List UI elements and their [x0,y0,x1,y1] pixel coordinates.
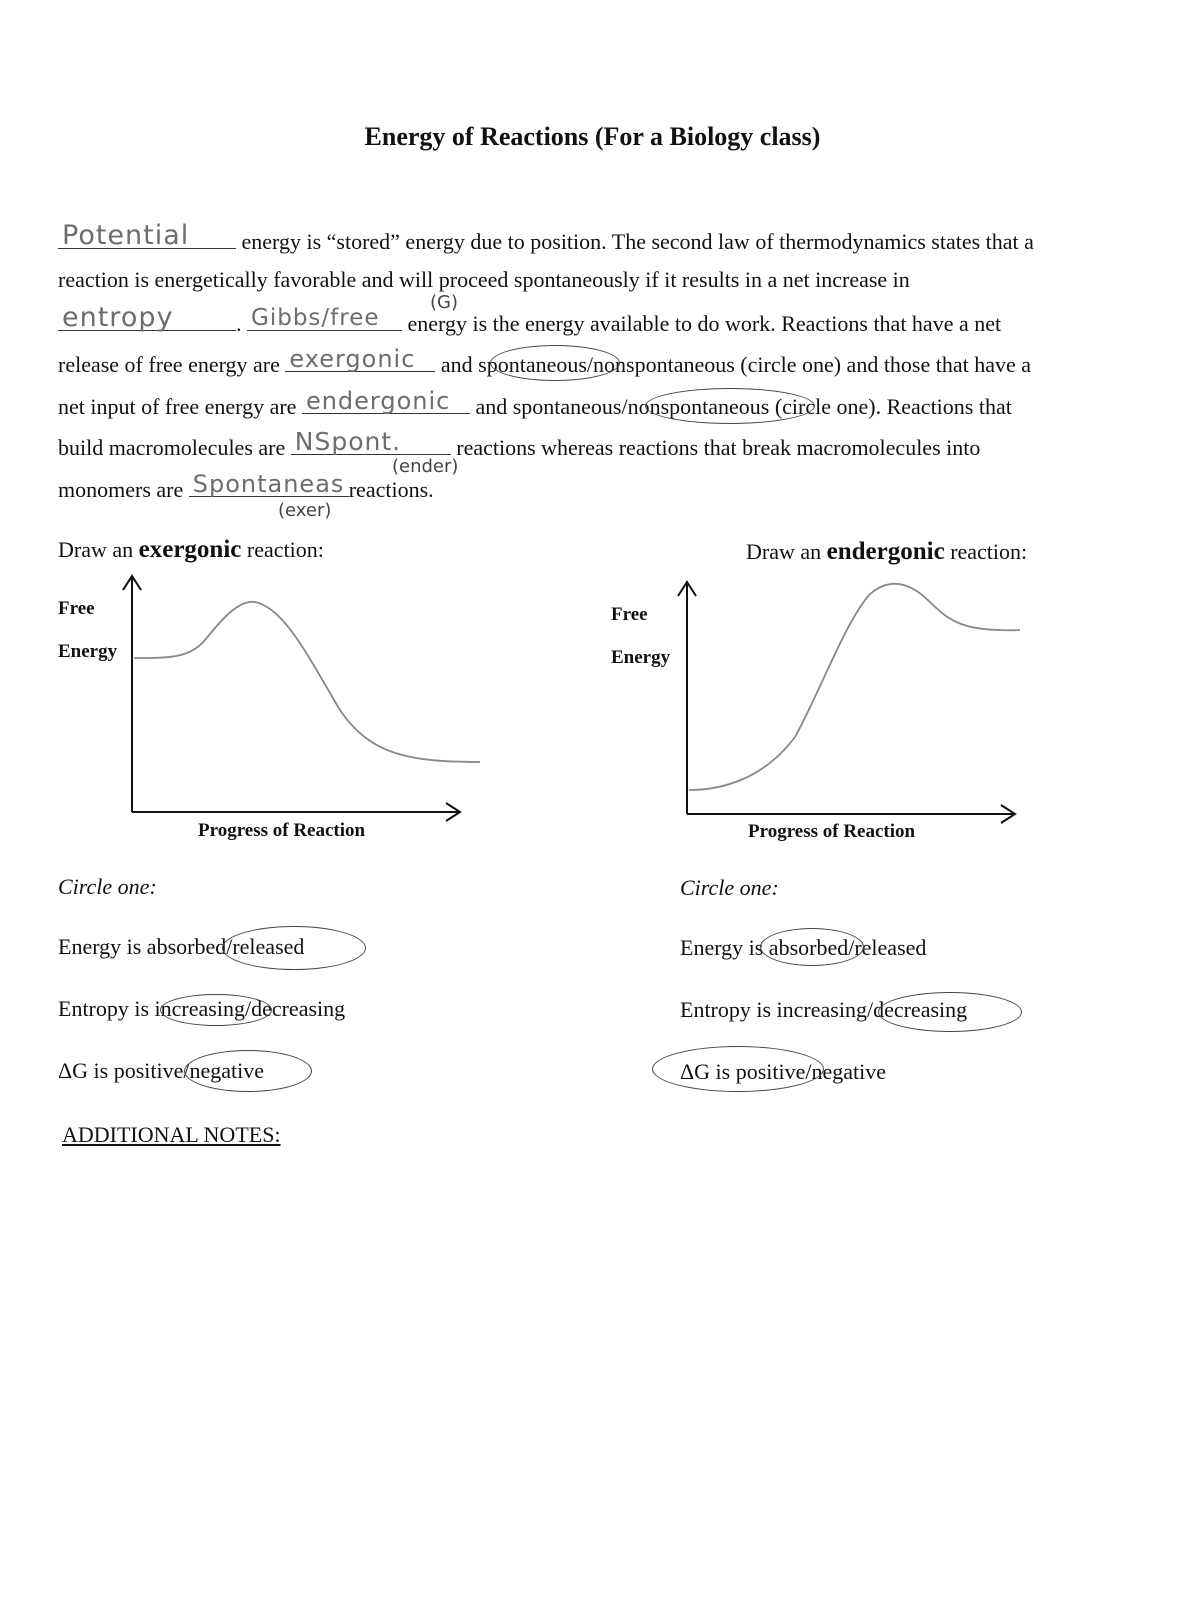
right-energy-graph[interactable] [665,572,1025,832]
right-y-label-energy: Energy [611,647,671,668]
handwritten-answer: exergonic [289,345,416,373]
left-y-label-energy: Energy [58,641,118,662]
circle-mark-increasing [160,994,272,1026]
paragraph-text: build macromolecules are [58,435,286,460]
circle-mark-decreasing [878,992,1022,1032]
paragraph-text: reaction is energetically favorable and will proceed spontaneously if it results in a net increase in [58,267,910,292]
handwritten-answer: NSpont. [294,427,402,456]
left-choice-entropy[interactable]: Entropy is increasing/decreasing [58,996,346,1021]
paragraph-line-3 [58,302,1002,338]
blank-nspont[interactable] [291,427,451,456]
right-draw-prompt: Draw an endergonic reaction: [746,538,1028,565]
paragraph-text: . [236,311,242,336]
circle-mark-nonspontaneous [645,388,815,424]
circle-mark-absorbed [760,928,864,966]
right-choice-energy[interactable]: Energy is absorbed/released [680,935,927,960]
paragraph-text: and spontaneous/nonspontaneous (circle one). Reactions that [475,394,1012,419]
handwritten-answer: endergonic [305,387,451,415]
paragraph-text: monomers are [58,477,184,502]
left-choice-energy[interactable]: Energy is absorbed/released [58,934,305,959]
paragraph-line-7 [58,470,434,504]
page-title: Energy of Reactions (For a Biology class) [364,122,821,151]
handwritten-note-g: (G) [430,292,458,313]
paragraph-line-1 [58,220,1034,256]
handwritten-answer: Gibbs/free [251,305,380,331]
endergonic-curve [689,584,1020,790]
handwritten-note-ender: (ender) [392,456,459,477]
handwritten-answer: Potential [62,220,190,251]
blank-endergonic[interactable] [302,387,470,415]
paragraph-text: release of free energy are [58,352,280,377]
paragraph-line-5 [58,387,1012,421]
handwritten-answer: Spontaneas [192,470,345,498]
paragraph-text: net input of free energy are [58,394,297,419]
left-energy-graph[interactable] [110,570,490,830]
right-x-label: Progress of Reaction [748,821,916,842]
right-y-label-free: Free [611,604,648,625]
blank-potential[interactable] [58,220,236,251]
blank-entropy[interactable] [58,302,236,333]
left-x-label: Progress of Reaction [198,820,366,841]
paragraph-text: and spontaneous/nonspontaneous (circle one) and those that have a [440,352,1032,377]
exergonic-curve [134,602,480,762]
circle-mark-spontaneous [490,345,620,381]
paragraph-text: energy is the energy available to do work. Reactions that have a net [407,311,1002,336]
blank-exergonic[interactable] [285,345,435,373]
paragraph-line-2 [58,266,910,294]
left-draw-prompt: Draw an exergonic reaction: [58,536,324,563]
right-choice-entropy[interactable]: Entropy is increasing/decreasing [680,997,968,1022]
additional-notes-heading: ADDITIONAL NOTES: [62,1122,281,1147]
right-circle-one: Circle one: [680,875,779,900]
handwritten-answer: entropy [62,302,174,333]
circle-mark-released [222,926,366,970]
right-choice-delta-g[interactable]: ΔG is positive/negative [680,1059,887,1084]
circle-mark-positive [652,1046,824,1092]
circle-mark-negative [184,1050,312,1092]
handwritten-note-exer: (exer) [278,500,332,521]
blank-gibbs[interactable] [247,305,402,331]
left-choice-delta-g[interactable]: ΔG is positive/negative [58,1058,265,1083]
paragraph-line-6 [58,427,981,462]
blank-spontaneous[interactable] [189,470,349,498]
paragraph-text: reactions. [348,477,434,502]
paragraph-text: energy is “stored” energy due to position. The second law of thermodynamics states that a [241,229,1034,254]
paragraph-text: reactions whereas reactions that break macromolecules into [456,435,981,460]
left-circle-one: Circle one: [58,874,157,899]
left-y-label-free: Free [58,598,95,619]
